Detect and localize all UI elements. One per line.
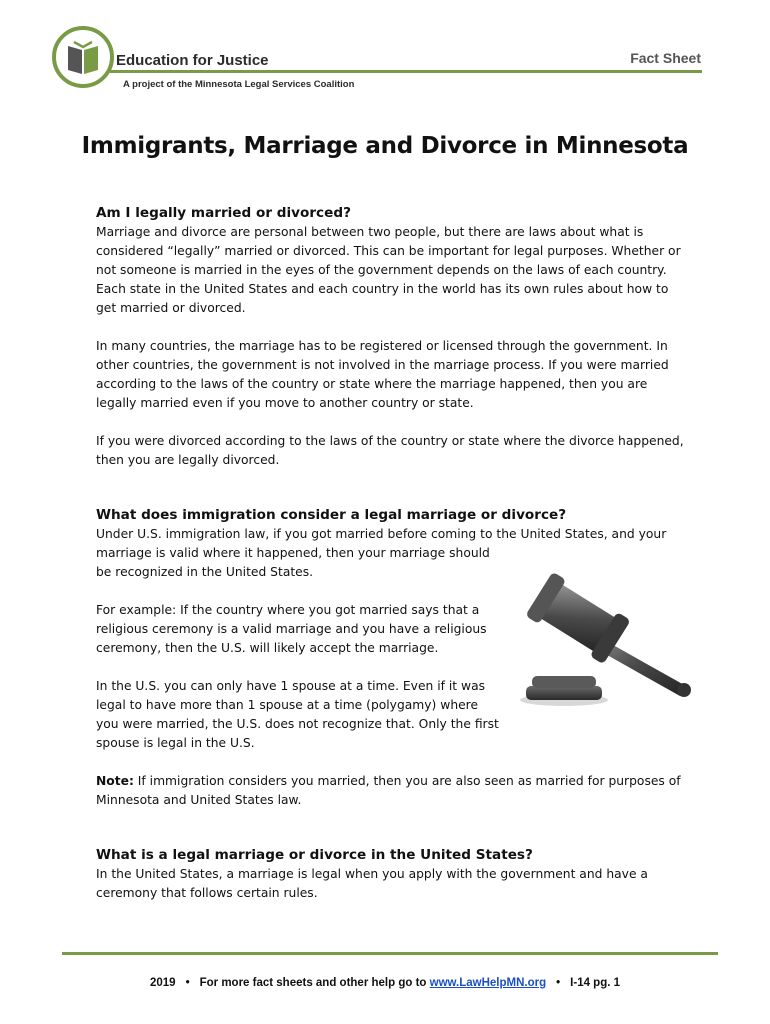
paragraph: Under U.S. immigration law, if you got married before coming to the United States, and your <box>96 527 667 541</box>
paragraph: In the United States, a marriage is legal when you apply with the government and have a ceremony that follows certain rules. <box>96 867 648 900</box>
footer-year: 2019 <box>149 977 176 989</box>
bullet: • <box>556 977 561 989</box>
logo <box>52 26 114 88</box>
book-logo-icon <box>64 40 102 76</box>
section-heading: What does immigration consider a legal marriage or divorce? <box>96 507 567 523</box>
brand-subtitle: A project of the Minnesota Legal Services Coalition <box>123 79 355 90</box>
footer-text: For more fact sheets and other help go to <box>199 977 427 989</box>
gavel-illustration <box>518 570 718 710</box>
brand-title: Education for Justice <box>116 52 269 69</box>
section-heading: What is a legal marriage or divorce in the United States? <box>96 847 533 863</box>
footer-divider <box>62 952 718 955</box>
section-heading: Am I legally married or divorced? <box>96 205 351 221</box>
page-title: Immigrants, Marriage and Divorce in Minnesota <box>81 133 689 159</box>
note-label: Note: <box>96 774 134 788</box>
paragraph: Marriage and divorce are personal between two people, but there are laws about what is considered “legally” married or divorced. This can be important for legal purposes. Whether or not someone is married in the eyes of the government depends on the laws of each country. Each state in the United States and each country in the world has its own rules about how to get married or divorced. <box>96 225 681 315</box>
paragraph: For example: If the country where you got married says that a religious ceremony is a valid marriage and you have a religious ceremony, then the U.S. will likely accept the marriage. <box>96 603 487 655</box>
paragraph: In many countries, the marriage has to be registered or licensed through the government. In other countries, the government is not involved in the marriage process. If you were married according to the laws of the country or state where the marriage happened, then you are legally married even if you move to another country or state. <box>96 339 669 410</box>
lawhelpmn-link[interactable]: www.LawHelpMN.org <box>429 977 547 989</box>
page-footer <box>0 977 770 989</box>
main-content <box>96 204 686 903</box>
page-header <box>0 0 770 110</box>
header-divider <box>110 70 702 73</box>
footer-page-number: I-14 pg. 1 <box>570 977 621 989</box>
paragraph: marriage is valid where it happened, then your marriage should be recognized in the United States. <box>96 546 490 579</box>
note-text: If immigration considers you married, then you are also seen as married for purposes of Minnesota and United States law. <box>96 774 681 807</box>
bullet: • <box>185 977 190 989</box>
doc-type-label: Fact Sheet <box>630 50 701 66</box>
paragraph: If you were divorced according to the laws of the country or state where the divorce happened, then you are legally divorced. <box>96 434 684 467</box>
note-paragraph <box>96 772 686 810</box>
paragraph: In the U.S. you can only have 1 spouse at a time. Even if it was legal to have more than 1 spouse at a time (polygamy) where you were married, the U.S. does not recognize that. Only the first spouse is legal in the U.S. <box>96 679 499 750</box>
